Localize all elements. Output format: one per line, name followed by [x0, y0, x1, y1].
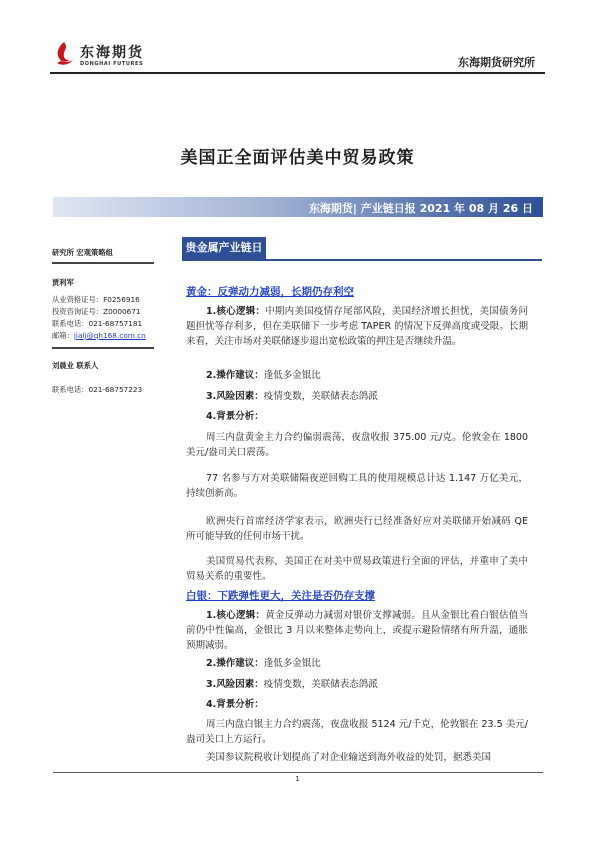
- sidebar-divider: [52, 347, 154, 349]
- silver-advice-text: 逢低多金银比: [263, 658, 321, 669]
- dept-label: 研究所 宏观策略组: [52, 248, 113, 257]
- gold-bg-paragraph: 欧洲央行首席经济学家表示，欧洲央行已经准备好应对美联储开始减码 QE 所可能导致的任何市场干扰。: [186, 516, 528, 542]
- email-label: 邮箱：: [52, 331, 74, 340]
- gold-core-logic: [186, 304, 528, 349]
- gold-risk-label: 3.风险因素：: [206, 391, 264, 402]
- header-institute: 东海期货研究所: [458, 56, 535, 69]
- analyst-email-row: [52, 330, 146, 341]
- gold-risk-text: 疫情变数，美联储表态鸽派: [263, 391, 378, 402]
- email-link[interactable]: jialj@qh168.com.cn: [73, 331, 146, 340]
- page-title: 美国正全面评估美中贸易政策: [180, 148, 415, 168]
- silver-advice-label: 2.操作建议：: [206, 658, 264, 669]
- gold-logic-label: 1.核心逻辑：: [206, 306, 266, 317]
- section-tab: 贵金属产业链日报: [182, 237, 266, 259]
- silver-core-logic: [186, 608, 528, 653]
- gold-bg-label: 4.背景分析：: [206, 411, 264, 422]
- banner-text: 东海期货| 产业链日报 2021 年 08 月 26 日: [308, 202, 533, 215]
- gold-risk: [186, 389, 528, 404]
- gold-advice-label: 2.操作建议：: [206, 370, 264, 381]
- analyst-line: 投资咨询证号：Z0000671: [52, 307, 141, 316]
- silver-heading: 白银：下跌弹性更大，关注是否仍存支撑: [186, 590, 375, 602]
- gold-bg-paragraph: 77 名参与方对美联储隔夜逆回购工具的使用规模总计达 1.147 万亿美元，持续创新高。: [186, 473, 528, 499]
- contact-name: 刘晨业 联系人: [52, 361, 99, 370]
- gold-advice-text: 逢低多金银比: [263, 370, 321, 381]
- gold-logic-text: 中期内美国疫情存尾部风险，美国经济增长担忧，美国债务问题担忧等存利多，但在美联储下一步考虑 TAPER 的情况下反弹高度或受限。长期来看，关注市场对美联储逐步退出宽松政策的押注是否继续升温。: [186, 306, 528, 347]
- silver-bg-label: 4.背景分析：: [206, 699, 264, 710]
- analyst-line: 从业资格证号：F0256916: [52, 295, 140, 304]
- gold-bg-paragraph: 美国贸易代表称，美国正在对美中贸易政策进行全面的评估，并重申了美中贸易关系的重要性。: [186, 556, 528, 582]
- silver-bg-paragraph: 美国参议院税收计划提高了对企业输送到海外收益的处罚，据悉美国: [206, 752, 492, 763]
- silver-logic-text: 黄金反弹动力减弱对银价支撑减弱。且从金银比看白银估值当前仍中性偏高，金银比 3 月以来整体走势向上，或提示避险情绪有所升温，通胀预期减弱。: [186, 610, 528, 651]
- gold-advice: [186, 368, 528, 383]
- contact-phone: 联系电话：021-68757223: [52, 385, 143, 394]
- analyst-line: 联系电话：021-68757181: [52, 319, 143, 328]
- silver-risk: [186, 677, 528, 692]
- silver-logic-label: 1.核心逻辑：: [206, 610, 266, 621]
- silver-risk-text: 疫情变数，美联储表态鸽派: [263, 679, 378, 690]
- logo-text-cn: 东海期货: [80, 45, 144, 61]
- footer-divider: [53, 772, 543, 773]
- analyst-name: 贾利军: [52, 278, 74, 287]
- donghai-logo-icon: [53, 41, 75, 67]
- section-divider: [182, 259, 542, 261]
- page-number: 1: [295, 775, 300, 783]
- gold-heading: 黄金：反弹动力减弱，长期仍存利空: [186, 286, 354, 298]
- silver-risk-label: 3.风险因素：: [206, 679, 264, 690]
- silver-bg-paragraph: 周三内盘白银主力合约震荡，夜盘收报 5124 元/千克，伦敦银在 23.5 美元/盎司关口上方运行。: [186, 719, 528, 745]
- sidebar-divider: [52, 262, 154, 264]
- header-divider: [50, 72, 545, 74]
- report-banner: [53, 197, 543, 217]
- logo-text-en: DONGHAI FUTURES: [80, 61, 144, 67]
- silver-advice: [186, 656, 528, 671]
- gold-bg-paragraph: 周三内盘黄金主力合约偏弱震荡，夜盘收报 375.00 元/克。伦敦金在 1800 美元/盎司关口震荡。: [186, 432, 528, 458]
